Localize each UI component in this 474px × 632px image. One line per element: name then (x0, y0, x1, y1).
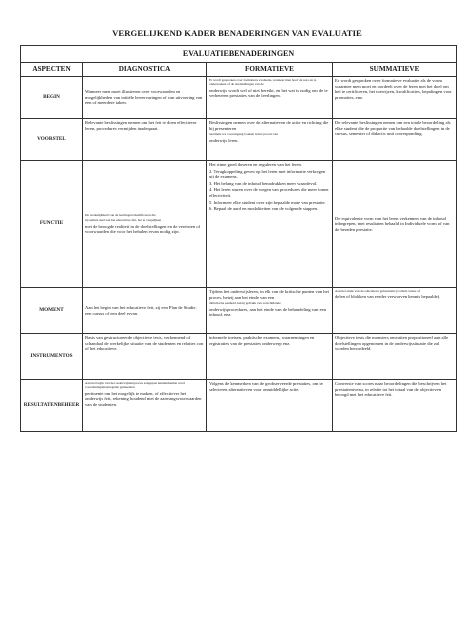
table-row (21, 77, 457, 119)
table-row (21, 380, 457, 432)
cell-small-text: De werkelijkheid van de leerlingen identificeren die (85, 213, 156, 217)
cell-text: onderwijs leren. (209, 137, 239, 143)
table-row (21, 334, 457, 380)
formative-point: 5. Informeer elke student over zijn bepaalde mate van prestatie. (209, 199, 326, 205)
cell-functie-diagnostic (83, 161, 207, 288)
table-main-header-row (21, 46, 457, 63)
cell-small-text: Aan het einde van de educatieve gebeurtenis (volledi cursus of (335, 289, 421, 293)
cell-functie-summative (333, 161, 457, 288)
cell-text: onderwijs wordt wel of niet bereikt, en het wat is nodig om de te verbeteren prestaties van de leerlingen. (209, 87, 328, 99)
aspect-voorstel: VOORSTEL (21, 119, 83, 161)
header-summative: SUMMATIEVE (333, 63, 457, 77)
cell-instrumentos-formative (207, 334, 333, 380)
cell-voorstel-summative (333, 119, 457, 161)
cell-small-text: naarmate we vooruitgang boeken in het proces van (209, 132, 279, 137)
aspect-functie: FUNCTIE (21, 161, 83, 288)
table-header-row (21, 63, 457, 77)
header-aspects: ASPECTEN (21, 63, 83, 77)
document-title: VERGELIJKEND KADER BENADERINGEN VAN EVALUATIE (112, 28, 362, 38)
aspect-begin: BEGIN (21, 77, 83, 119)
cell-text: De relevante beslissingen nemen om een totale beoordeling als elke student die de proportie van behaalde doelstellingen in de cursus, semester of didactic unit corresponding. (335, 120, 451, 137)
cell-functie-formative (207, 161, 333, 288)
cell-voorstel-diagnostic (83, 119, 207, 161)
cell-text: Volgens de kenmerken van de geobserveerde prestaties, om te selecteren alternatieven voor onmiddellijke actie. (209, 381, 323, 392)
header-formative: FORMATIEVE (207, 63, 333, 77)
cell-begin-summative (333, 77, 457, 119)
cell-text: Wanneer men moet illustreren over voorwaarden en mogelijkheden van initiële leerervaringen of van uitvoering van een of meerdere taken. (85, 89, 203, 106)
cell-text: Er wordt gesproken over formatieve evaluatie als de vorm waarmee men moet en oordeelt over de leren met het doel om het te certificeren, het toewijzen, kwalificaties, bepalingen voor promoties, enz. (335, 78, 452, 100)
cell-resultaten-diagnostic (83, 380, 207, 432)
cell-begin-diagnostic (83, 77, 207, 119)
formative-point: 3. Het belang van de inhoud benadrukken meer waardevol. (209, 180, 318, 186)
cell-text: Relevante beslissingen nemen om het feit te doen effectiever leren, procedures vermijden inadequaat. (85, 120, 197, 131)
table-row (21, 288, 457, 334)
cell-text: delen of blokken van eerder verworven kennis bepaalde). (335, 294, 441, 300)
table-row (21, 119, 457, 161)
cell-text: De equivalente vorm van het leren verkennen van de inhoud inbegrepen, met resultaten behaald in Individuele vorm of van de beraden prestatie. (335, 215, 450, 232)
formative-point: 2. Terugkoppeling geven op het leren met informatie verkregen uit de examens. (209, 168, 326, 180)
cell-instrumentos-diagnostic (83, 334, 207, 380)
cell-moment-diagnostic (83, 288, 207, 334)
cell-text: Beslissingen nemen over de alternatieven de actie en richting die hij presenteren (209, 120, 329, 131)
cell-text: pertinente om het mogelijk te maken, of effectiever het onderwijs feit, rekening houdend met de aanvangsvoorwaarden van de studenten. (85, 390, 202, 407)
cell-text: Tijdens het onderwijsleren, in elk van de kritische punten van het proces, hetzij aan het einde van een (209, 289, 329, 300)
cell-resultaten-summative (333, 380, 457, 432)
cell-text: informele toetsen, praktische examens, waarnemingen en registraties van de prestaties onderwerp enz. (209, 335, 315, 346)
cell-text: Objectieve tests die monsters omvatten proportioneel aan alle doelstellingen opgenomen in de onderwijssituatie die zal worden beoordeeld. (335, 335, 449, 352)
table-row (21, 161, 457, 288)
cell-text: Basis van gestructureerde objectieve tests, verkennend of schandaal de werkelijke situatie van de studenten en relaties con of het educatieve. (85, 335, 204, 352)
main-header: EVALUATIEBENADERINGEN (21, 46, 457, 63)
cell-small-text: didactische eenheid, hetzij gebruik van verschillende (209, 301, 281, 306)
formative-point: 6. Bepaal de aard en modaliteiten van de volgende stappen. (209, 206, 319, 212)
evaluation-table (20, 45, 457, 432)
cell-moment-formative (207, 288, 333, 334)
cell-small-text: Er wordt gesproken over formatieve evaluatie, wanneer men hoof de rezo en te onderzoeken of de doelstellingen van de (209, 78, 317, 87)
aspect-resultatenbeheer: RESULTATENBEHEER (21, 380, 83, 432)
cell-instrumentos-summative (333, 334, 457, 380)
cell-voorstel-formative (207, 119, 333, 161)
cell-small-text: zij nemen deel aan het educatieve feit, het te vergelijken (85, 218, 162, 223)
cell-text: met de beoogde realiteit in de doelstellingen en de vereisten of voorwaarden die voor het behalen ervan nodig zijn. (85, 223, 201, 235)
cell-moment-summative (333, 288, 457, 334)
aspect-moment: MOMENT (21, 288, 83, 334)
cell-resultaten-formative (207, 380, 333, 432)
formative-point: Het ritme goed doseren en reguleren van het leren. (209, 162, 302, 167)
aspect-instrumentos: INSTRUMENTOS (21, 334, 83, 380)
formative-point: 4. Het leren sturen over de wegen van procedures die meer tonen effectiviteit. (209, 187, 329, 198)
cell-text: onderwijsprocedures, aan het einde van de behandeling van een inhoud, enz. (209, 306, 326, 318)
cell-text: Aan het begin van het educatieve feit, zij een Plan de Studie, een cursus of een deel ervan. (85, 304, 197, 316)
cell-small-text: Aan het begin van het onderwijsleerproces aangepast kenmerkenhet werd voorzieningsmaatregelen gemeenten (85, 381, 185, 390)
cell-begin-formative (207, 77, 333, 119)
cell-text: Conversie van scores naar beoordelingen die beschrijven het prestatieniveau, in relatie tot het totaal van de objectieven beoogd met het educatieve feit. (335, 381, 447, 398)
header-diagnostic: DIAGNOSTICA (83, 63, 207, 77)
